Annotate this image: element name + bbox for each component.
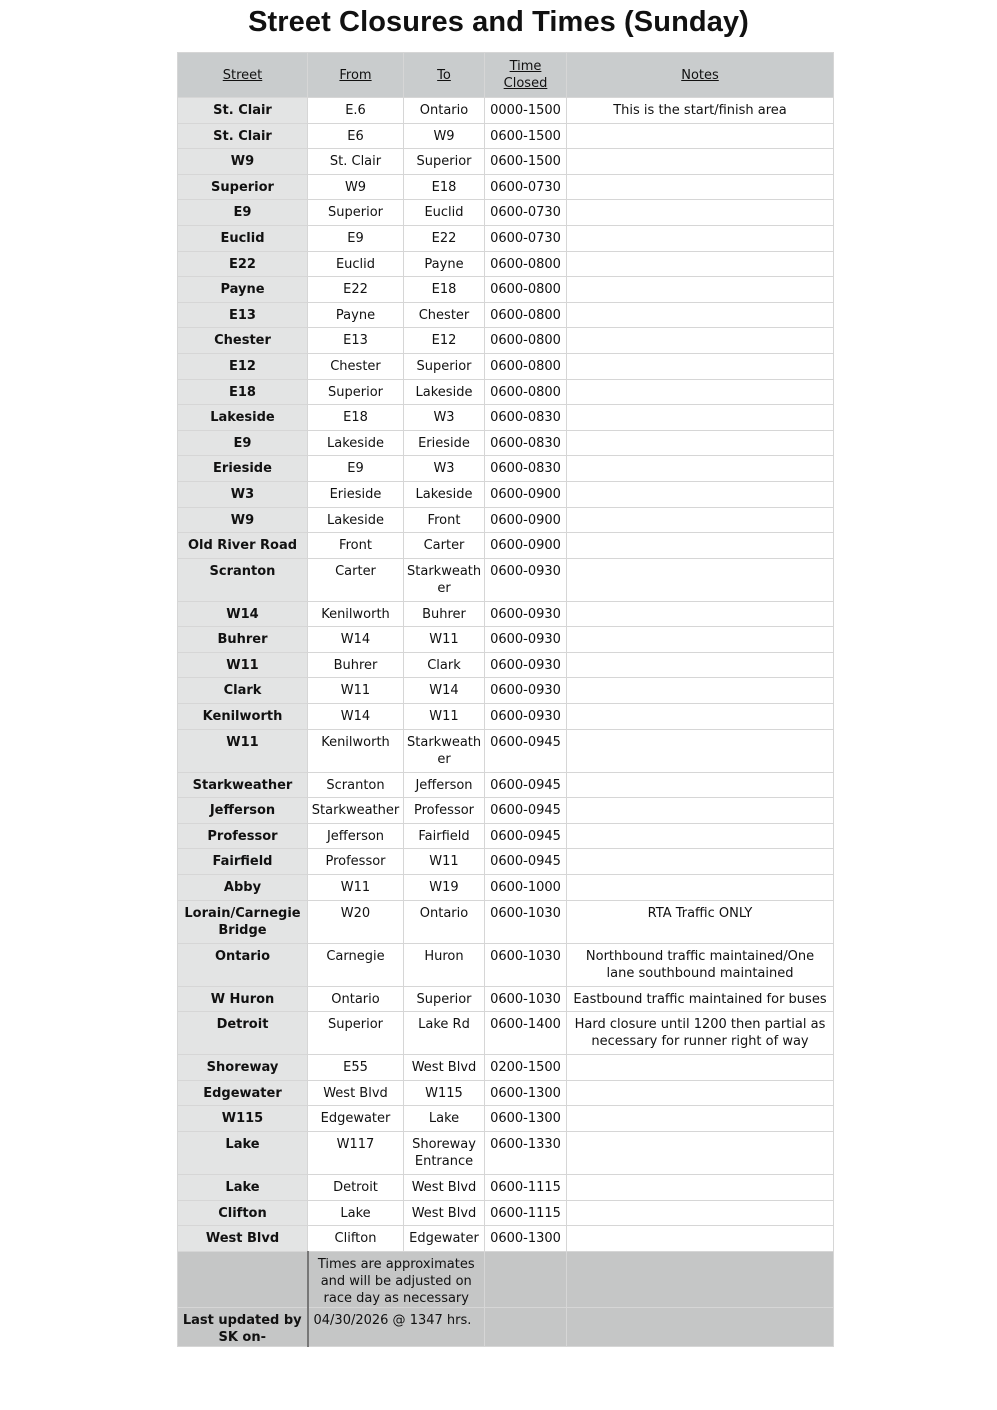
notes-cell	[567, 430, 834, 456]
time-closed-cell: 0600-0945	[485, 798, 567, 824]
notes-cell	[567, 678, 834, 704]
notes-cell	[567, 328, 834, 354]
to-cell: Huron	[404, 943, 485, 986]
time-closed-cell: 0600-0800	[485, 251, 567, 277]
table-row	[178, 277, 834, 303]
street-name-cell: E22	[178, 251, 308, 277]
notes-cell	[567, 1106, 834, 1132]
notes-cell	[567, 1226, 834, 1252]
from-cell: W11	[308, 678, 404, 704]
to-cell: E22	[404, 225, 485, 251]
notes-cell	[567, 1175, 834, 1201]
from-cell: E55	[308, 1055, 404, 1081]
from-cell: Starkweather	[308, 798, 404, 824]
to-cell: Fairfield	[404, 823, 485, 849]
table-row	[178, 1106, 834, 1132]
notes-cell: Northbound traffic maintained/One lane southbound maintained	[567, 943, 834, 986]
street-name-cell: E13	[178, 302, 308, 328]
to-cell: Professor	[404, 798, 485, 824]
from-cell: W11	[308, 875, 404, 901]
to-cell: E18	[404, 277, 485, 303]
from-cell: E22	[308, 277, 404, 303]
street-name-cell: Clark	[178, 678, 308, 704]
time-closed-cell: 0600-0930	[485, 704, 567, 730]
time-closed-cell: 0600-0945	[485, 772, 567, 798]
table-row	[178, 1055, 834, 1081]
street-name-cell: Professor	[178, 823, 308, 849]
street-name-cell: Fairfield	[178, 849, 308, 875]
from-cell: W9	[308, 174, 404, 200]
notes-cell	[567, 379, 834, 405]
notes-cell: Hard closure until 1200 then partial as necessary for runner right of way	[567, 1012, 834, 1055]
notes-cell	[567, 277, 834, 303]
footer-empty-cell	[178, 1251, 308, 1307]
notes-cell	[567, 533, 834, 559]
notes-cell	[567, 225, 834, 251]
footer-empty-cell	[485, 1307, 567, 1346]
table-row	[178, 174, 834, 200]
table-row	[178, 986, 834, 1012]
table-body	[178, 98, 834, 1347]
table-row	[178, 98, 834, 124]
from-cell: Kenilworth	[308, 729, 404, 772]
to-cell: Superior	[404, 353, 485, 379]
table-row	[178, 379, 834, 405]
to-cell: West Blvd	[404, 1055, 485, 1081]
notes-cell	[567, 558, 834, 601]
street-name-cell: Lakeside	[178, 405, 308, 431]
street-name-cell: Shoreway	[178, 1055, 308, 1081]
time-closed-cell: 0600-0730	[485, 200, 567, 226]
table-row	[178, 149, 834, 175]
table-row	[178, 302, 834, 328]
footer-note-row	[178, 1251, 834, 1307]
street-name-cell: Lake	[178, 1132, 308, 1175]
time-closed-cell: 0600-1400	[485, 1012, 567, 1055]
street-name-cell: W3	[178, 481, 308, 507]
from-cell: Superior	[308, 379, 404, 405]
time-closed-cell: 0600-0830	[485, 405, 567, 431]
time-closed-cell: 0600-0830	[485, 430, 567, 456]
time-closed-cell: 0600-0800	[485, 277, 567, 303]
table-row	[178, 772, 834, 798]
from-cell: Chester	[308, 353, 404, 379]
from-cell: Lakeside	[308, 430, 404, 456]
street-name-cell: Ontario	[178, 943, 308, 986]
notes-cell: RTA Traffic ONLY	[567, 900, 834, 943]
header-row	[178, 53, 834, 98]
street-name-cell: W11	[178, 729, 308, 772]
table-row	[178, 798, 834, 824]
footer-empty-cell	[567, 1307, 834, 1346]
from-cell: Buhrer	[308, 652, 404, 678]
to-cell: Ontario	[404, 98, 485, 124]
street-name-cell: Payne	[178, 277, 308, 303]
table-row	[178, 875, 834, 901]
to-cell: Shoreway Entrance	[404, 1132, 485, 1175]
table-row	[178, 678, 834, 704]
to-cell: Carter	[404, 533, 485, 559]
from-cell: W117	[308, 1132, 404, 1175]
time-closed-cell: 0600-1500	[485, 123, 567, 149]
table-row	[178, 943, 834, 986]
table-row	[178, 200, 834, 226]
table-row	[178, 251, 834, 277]
notes-cell	[567, 481, 834, 507]
street-name-cell: E12	[178, 353, 308, 379]
from-cell: Clifton	[308, 1226, 404, 1252]
table-row	[178, 481, 834, 507]
street-name-cell: W9	[178, 507, 308, 533]
table-row	[178, 1080, 834, 1106]
from-cell: Professor	[308, 849, 404, 875]
street-name-cell: E9	[178, 430, 308, 456]
from-cell: Euclid	[308, 251, 404, 277]
time-closed-cell: 0600-1030	[485, 900, 567, 943]
time-closed-cell: 0600-1115	[485, 1200, 567, 1226]
from-cell: W20	[308, 900, 404, 943]
street-name-cell: Abby	[178, 875, 308, 901]
time-closed-cell: 0600-1300	[485, 1106, 567, 1132]
time-closed-cell: 0600-0900	[485, 533, 567, 559]
time-closed-cell: 0600-0945	[485, 849, 567, 875]
to-cell: W14	[404, 678, 485, 704]
notes-cell	[567, 601, 834, 627]
to-cell: W11	[404, 627, 485, 653]
from-cell: Front	[308, 533, 404, 559]
to-cell: E12	[404, 328, 485, 354]
table-row	[178, 704, 834, 730]
to-cell: Ontario	[404, 900, 485, 943]
notes-cell	[567, 627, 834, 653]
to-cell: W115	[404, 1080, 485, 1106]
table-row	[178, 627, 834, 653]
notes-cell	[567, 123, 834, 149]
time-closed-cell: 0600-1115	[485, 1175, 567, 1201]
footer-approx-note: Times are approximates and will be adjusted on race day as necessary	[308, 1251, 485, 1307]
table-row	[178, 558, 834, 601]
table-row	[178, 405, 834, 431]
notes-cell	[567, 1080, 834, 1106]
footer-updated-value: 04/30/2026 @ 1347 hrs.	[308, 1307, 485, 1346]
header-from: From	[308, 53, 404, 98]
header-notes: Notes	[567, 53, 834, 98]
from-cell: Detroit	[308, 1175, 404, 1201]
table-row	[178, 900, 834, 943]
table-row	[178, 1175, 834, 1201]
to-cell: Starkweath er	[404, 558, 485, 601]
street-name-cell: W9	[178, 149, 308, 175]
time-closed-cell: 0600-0800	[485, 379, 567, 405]
from-cell: Scranton	[308, 772, 404, 798]
table-row	[178, 849, 834, 875]
street-name-cell: Lorain/Carnegie Bridge	[178, 900, 308, 943]
to-cell: Chester	[404, 302, 485, 328]
notes-cell	[567, 251, 834, 277]
time-closed-cell: 0600-0800	[485, 302, 567, 328]
street-name-cell: Detroit	[178, 1012, 308, 1055]
notes-cell	[567, 704, 834, 730]
street-name-cell: Scranton	[178, 558, 308, 601]
from-cell: Erieside	[308, 481, 404, 507]
notes-cell	[567, 149, 834, 175]
street-name-cell: W115	[178, 1106, 308, 1132]
header-time-closed: Time Closed	[485, 53, 567, 98]
street-name-cell: Lake	[178, 1175, 308, 1201]
notes-cell: Eastbound traffic maintained for buses	[567, 986, 834, 1012]
time-closed-cell: 0600-1000	[485, 875, 567, 901]
table-row	[178, 1132, 834, 1175]
table-row	[178, 456, 834, 482]
notes-cell	[567, 823, 834, 849]
table-row	[178, 353, 834, 379]
table-row	[178, 533, 834, 559]
from-cell: W14	[308, 627, 404, 653]
to-cell: Lake	[404, 1106, 485, 1132]
time-closed-cell: 0200-1500	[485, 1055, 567, 1081]
from-cell: W14	[308, 704, 404, 730]
from-cell: Kenilworth	[308, 601, 404, 627]
to-cell: Jefferson	[404, 772, 485, 798]
to-cell: West Blvd	[404, 1200, 485, 1226]
street-name-cell: Superior	[178, 174, 308, 200]
table-row	[178, 430, 834, 456]
from-cell: E6	[308, 123, 404, 149]
notes-cell	[567, 652, 834, 678]
page-title: Street Closures and Times (Sunday)	[248, 6, 749, 38]
street-name-cell: Starkweather	[178, 772, 308, 798]
from-cell: E18	[308, 405, 404, 431]
notes-cell	[567, 174, 834, 200]
time-closed-cell: 0600-1330	[485, 1132, 567, 1175]
time-closed-cell: 0600-1030	[485, 986, 567, 1012]
table-row	[178, 123, 834, 149]
from-cell: West Blvd	[308, 1080, 404, 1106]
table-row	[178, 225, 834, 251]
time-closed-cell: 0600-0900	[485, 507, 567, 533]
footer-updated-label: Last updated by SK on-	[178, 1307, 308, 1346]
notes-cell	[567, 1200, 834, 1226]
street-name-cell: W11	[178, 652, 308, 678]
notes-cell	[567, 772, 834, 798]
from-cell: Jefferson	[308, 823, 404, 849]
notes-cell	[567, 1132, 834, 1175]
table-row	[178, 729, 834, 772]
time-closed-cell: 0600-0930	[485, 652, 567, 678]
to-cell: Front	[404, 507, 485, 533]
time-closed-cell: 0600-1300	[485, 1080, 567, 1106]
from-cell: St. Clair	[308, 149, 404, 175]
to-cell: W3	[404, 405, 485, 431]
from-cell: Carter	[308, 558, 404, 601]
table-row	[178, 328, 834, 354]
table-row	[178, 652, 834, 678]
notes-cell: This is the start/finish area	[567, 98, 834, 124]
to-cell: Superior	[404, 149, 485, 175]
street-name-cell: E9	[178, 200, 308, 226]
to-cell: Euclid	[404, 200, 485, 226]
notes-cell	[567, 456, 834, 482]
street-name-cell: W14	[178, 601, 308, 627]
to-cell: W19	[404, 875, 485, 901]
time-closed-cell: 0600-0930	[485, 627, 567, 653]
to-cell: W11	[404, 849, 485, 875]
street-name-cell: E18	[178, 379, 308, 405]
to-cell: W9	[404, 123, 485, 149]
time-closed-cell: 0600-0800	[485, 353, 567, 379]
to-cell: Starkweath er	[404, 729, 485, 772]
to-cell: West Blvd	[404, 1175, 485, 1201]
to-cell: W11	[404, 704, 485, 730]
to-cell: Lakeside	[404, 379, 485, 405]
street-name-cell: Chester	[178, 328, 308, 354]
from-cell: E13	[308, 328, 404, 354]
time-closed-cell: 0600-0930	[485, 678, 567, 704]
notes-cell	[567, 849, 834, 875]
from-cell: Lake	[308, 1200, 404, 1226]
time-closed-cell: 0000-1500	[485, 98, 567, 124]
to-cell: Lake Rd	[404, 1012, 485, 1055]
street-name-cell: Edgewater	[178, 1080, 308, 1106]
to-cell: E18	[404, 174, 485, 200]
to-cell: Buhrer	[404, 601, 485, 627]
from-cell: Edgewater	[308, 1106, 404, 1132]
table-row	[178, 1226, 834, 1252]
from-cell: Lakeside	[308, 507, 404, 533]
street-name-cell: Jefferson	[178, 798, 308, 824]
notes-cell	[567, 507, 834, 533]
time-closed-cell: 0600-0800	[485, 328, 567, 354]
time-closed-cell: 0600-0945	[485, 729, 567, 772]
street-name-cell: St. Clair	[178, 98, 308, 124]
notes-cell	[567, 875, 834, 901]
street-closures-table	[177, 52, 834, 1347]
notes-cell	[567, 405, 834, 431]
time-closed-cell: 0600-1300	[485, 1226, 567, 1252]
notes-cell	[567, 353, 834, 379]
to-cell: W3	[404, 456, 485, 482]
from-cell: Ontario	[308, 986, 404, 1012]
to-cell: Lakeside	[404, 481, 485, 507]
table-row	[178, 507, 834, 533]
notes-cell	[567, 302, 834, 328]
to-cell: Edgewater	[404, 1226, 485, 1252]
street-name-cell: Buhrer	[178, 627, 308, 653]
table-row	[178, 1012, 834, 1055]
to-cell: Payne	[404, 251, 485, 277]
street-name-cell: W Huron	[178, 986, 308, 1012]
from-cell: E.6	[308, 98, 404, 124]
time-closed-cell: 0600-0900	[485, 481, 567, 507]
from-cell: Superior	[308, 200, 404, 226]
footer-updated-row	[178, 1307, 834, 1346]
street-name-cell: St. Clair	[178, 123, 308, 149]
from-cell: Carnegie	[308, 943, 404, 986]
to-cell: Clark	[404, 652, 485, 678]
notes-cell	[567, 200, 834, 226]
street-name-cell: Euclid	[178, 225, 308, 251]
footer-empty-cell	[567, 1251, 834, 1307]
from-cell: Superior	[308, 1012, 404, 1055]
time-closed-cell: 0600-0945	[485, 823, 567, 849]
time-closed-cell: 0600-0730	[485, 174, 567, 200]
footer-empty-cell	[485, 1251, 567, 1307]
header-to: To	[404, 53, 485, 98]
table-row	[178, 823, 834, 849]
header-street: Street	[178, 53, 308, 98]
from-cell: E9	[308, 456, 404, 482]
street-name-cell: Kenilworth	[178, 704, 308, 730]
to-cell: Superior	[404, 986, 485, 1012]
street-name-cell: Clifton	[178, 1200, 308, 1226]
from-cell: E9	[308, 225, 404, 251]
notes-cell	[567, 1055, 834, 1081]
time-closed-cell: 0600-0830	[485, 456, 567, 482]
notes-cell	[567, 729, 834, 772]
time-closed-cell: 0600-1030	[485, 943, 567, 986]
street-name-cell: West Blvd	[178, 1226, 308, 1252]
time-closed-cell: 0600-0930	[485, 601, 567, 627]
time-closed-cell: 0600-1500	[485, 149, 567, 175]
time-closed-cell: 0600-0730	[485, 225, 567, 251]
table-row	[178, 601, 834, 627]
table-row	[178, 1200, 834, 1226]
from-cell: Payne	[308, 302, 404, 328]
street-name-cell: Old River Road	[178, 533, 308, 559]
to-cell: Erieside	[404, 430, 485, 456]
notes-cell	[567, 798, 834, 824]
time-closed-cell: 0600-0930	[485, 558, 567, 601]
street-name-cell: Erieside	[178, 456, 308, 482]
